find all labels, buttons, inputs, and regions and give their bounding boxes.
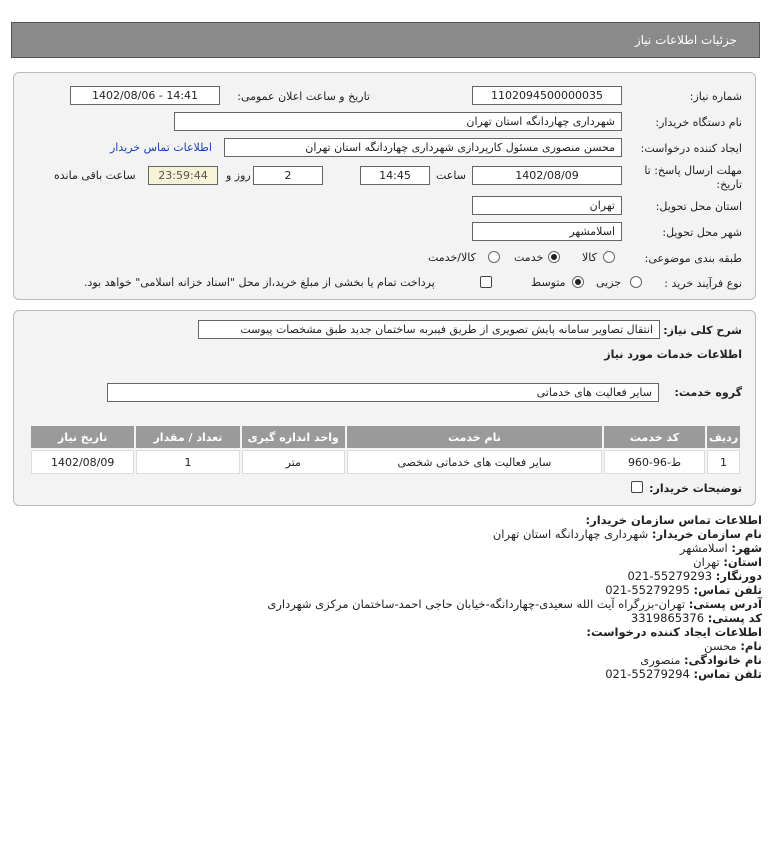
services-heading: اطلاعات خدمات مورد نیاز [604, 348, 742, 361]
col-name-header: نام خدمت [347, 426, 602, 448]
phone-value: 021-55279295 [605, 583, 690, 597]
province-field[interactable]: تهران [472, 196, 622, 215]
fax-label: دورنگار: [715, 569, 762, 583]
service-group-field[interactable]: سایر فعالیت های خدماتی [107, 383, 659, 402]
payment-note: پرداخت تمام یا بخشی از مبلغ خرید،از محل "اسناد خزانه اسلامی" خواهد بود. [84, 276, 435, 289]
contact-city-value: اسلامشهر [679, 541, 728, 555]
address-label: آدرس پستی: [688, 597, 762, 611]
col-row-header: ردیف [707, 426, 740, 448]
contact-city-line [680, 541, 762, 555]
table-row [31, 450, 740, 474]
fax-value: 021-55279293 [627, 569, 713, 583]
cell-code: ط-96-960 [604, 450, 705, 474]
announce-label: تاریخ و ساعت اعلان عمومی: [237, 90, 370, 103]
cell-unit: متر [242, 450, 345, 474]
page-title: جزئیات اطلاعات نیاز [634, 33, 737, 47]
creator-heading: اطلاعات ایجاد کننده درخواست: [586, 625, 762, 639]
category-service-radio[interactable] [548, 251, 560, 263]
creator-phone-value: 021-55279294 [605, 667, 690, 681]
category-label: طبقه بندی موضوعی: [644, 252, 742, 265]
table-header-row [31, 426, 740, 448]
need-number-label: شماره نیاز: [689, 90, 742, 103]
process-minor-radio[interactable] [630, 276, 642, 288]
deadline-time-label: ساعت [436, 169, 466, 182]
announce-field[interactable]: 1402/08/06 - 14:41 [70, 86, 220, 105]
cell-qty: 1 [136, 450, 239, 474]
phone-label: تلفن تماس: [693, 583, 762, 597]
last-name-label: نام خانوادگی: [684, 653, 762, 667]
remaining-timer: 23:59:44 [148, 166, 218, 185]
services-table [29, 424, 742, 476]
phone-line [605, 583, 762, 597]
last-name-line [640, 653, 762, 667]
creator-phone-label: تلفن تماس: [693, 667, 762, 681]
city-label: شهر محل تحویل: [662, 226, 742, 239]
cell-date: 1402/08/09 [31, 450, 134, 474]
fax-line [627, 569, 762, 583]
city-field[interactable]: اسلامشهر [472, 222, 622, 241]
process-label: نوع فرآیند خرید : [664, 277, 742, 290]
days-label: روز و [226, 169, 251, 182]
address-value: تهران-بزرگراه آیت الله سعیدی-چهاردانگه-خیابان حاجی احمد-ساختمان مرکزی شهرداری [267, 597, 686, 611]
col-qty-header: تعداد / مقدار [136, 426, 239, 448]
col-code-header: کد خدمت [604, 426, 705, 448]
contact-city-label: شهر: [731, 541, 762, 555]
need-info-panel [13, 72, 756, 300]
org-name-value: شهرداری چهاردانگه استان تهران [492, 527, 649, 541]
contact-province-line [693, 555, 762, 569]
province-label: استان محل تحویل: [655, 200, 742, 213]
buyer-notes-checkbox[interactable] [631, 481, 643, 493]
days-field[interactable]: 2 [253, 166, 323, 185]
creator-phone-line [605, 667, 762, 681]
cell-row: 1 [707, 450, 740, 474]
need-details-panel [13, 310, 756, 506]
postal-value: 3319865376 [630, 611, 705, 625]
org-name-line [493, 527, 762, 541]
last-name-value: منصوری [640, 653, 681, 667]
first-name-value: محسن [704, 639, 737, 653]
category-goods-service-radio[interactable] [488, 251, 500, 263]
contact-info-link[interactable]: اطلاعات تماس خریدار [110, 141, 212, 154]
first-name-line [704, 639, 762, 653]
deadline-time-field[interactable]: 14:45 [360, 166, 430, 185]
process-medium-radio[interactable] [572, 276, 584, 288]
description-label: شرح کلی نیاز: [663, 324, 742, 337]
category-service-label: خدمت [514, 251, 544, 264]
remaining-label: ساعت باقی مانده [54, 169, 136, 182]
contact-province-value: تهران [693, 555, 720, 569]
page-header [11, 22, 760, 58]
creator-label: ایجاد کننده درخواست: [640, 142, 742, 155]
category-goods-radio[interactable] [603, 251, 615, 263]
contact-province-label: استان: [723, 555, 762, 569]
contact-heading: اطلاعات تماس سازمان خریدار: [585, 513, 762, 527]
first-name-label: نام: [740, 639, 762, 653]
buyer-org-field[interactable]: شهرداری چهاردانگه استان تهران [174, 112, 622, 131]
category-goods-label: کالا [582, 251, 597, 264]
category-goods-service-label: کالا/خدمت [428, 251, 476, 264]
deadline-label: مهلت ارسال پاسخ: تا [644, 164, 742, 177]
postal-label: کد پستی: [707, 611, 762, 625]
deadline-label-date: تاریخ: [716, 178, 742, 191]
org-name-label: نام سازمان خریدار: [651, 527, 762, 541]
description-field[interactable]: انتقال تصاویر سامانه پایش تصویری از طریق فیبربه ساختمان جدید طبق مشخصات پیوست [198, 320, 660, 339]
buyer-org-label: نام دستگاه خریدار: [655, 116, 742, 129]
need-number-field[interactable]: 1102094500000035 [472, 86, 622, 105]
creator-field[interactable]: محسن منصوری مسئول کارپردازی شهرداری چهاردانگه استان تهران [224, 138, 622, 157]
process-minor-label: جزیی [596, 276, 622, 289]
service-group-label: گروه خدمت: [674, 386, 742, 399]
postal-line [631, 611, 762, 625]
col-unit-header: واحد اندازه گیری [242, 426, 345, 448]
buyer-notes-label: توضیحات خریدار: [649, 482, 742, 495]
deadline-date-field[interactable]: 1402/08/09 [472, 166, 622, 185]
islamic-treasury-checkbox[interactable] [480, 276, 492, 288]
cell-name: سایر فعالیت های خدماتی شخصی [347, 450, 602, 474]
process-medium-label: متوسط [531, 276, 566, 289]
address-line [267, 597, 762, 611]
col-date-header: تاریخ نیاز [31, 426, 134, 448]
